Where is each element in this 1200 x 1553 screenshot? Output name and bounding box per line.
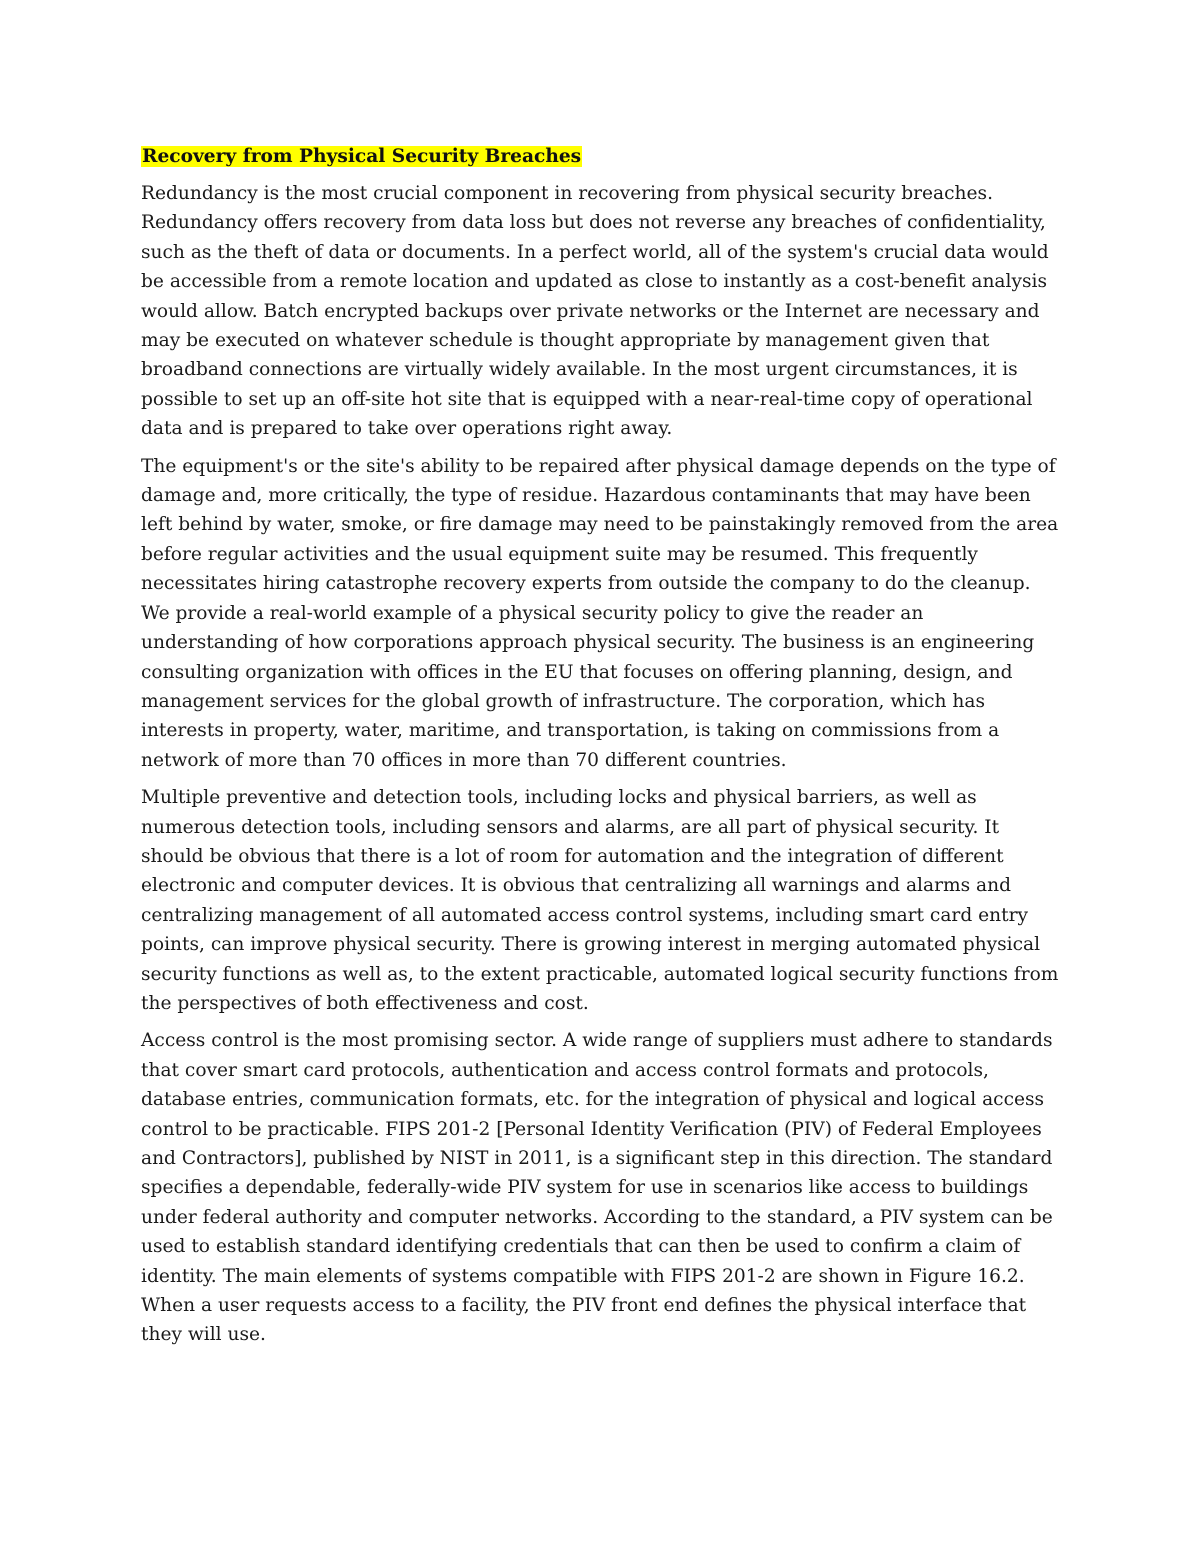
heading-line [141, 141, 1063, 173]
document-body [141, 141, 1063, 1358]
paragraph-automation: Multiple preventive and detection tools, including locks and physical barriers, as well as numerous detection tools, including sensors and alarms, are all part of physical security. It should be obvious that there is a lot of room for automation and the integration of different electronic and computer devices. It is obvious that centralizing all warnings and alarms and centralizing management of all automated access control systems, including smart card entry points, can improve physical security. There is growing interest in merging automated physical security functions as well as, to the extent practicable, automated logical security functions from the perspectives of both effectiveness and cost. [141, 787, 1059, 1014]
paragraph-redundancy: Redundancy is the most crucial component in recovering from physical security breaches. Redundancy offers recovery from data loss but does not reverse any breaches of confidentiality, such as the theft of data or documents. In a perfect world, all of the system's crucial data would be accessible from a remote location and updated as close to instantly as a cost-benefit analysis would allow. Batch encrypted backups over private networks or the Internet are necessary and may be executed on whatever schedule is thought appropriate by management given that broadband connections are virtually widely available. In the most urgent circumstances, it is possible to set up an off-site hot site that is equipped with a near-real-time copy of operational data and is prepared to take over operations right away. [141, 183, 1049, 440]
document-title: Recovery from Physical Security Breaches [142, 146, 582, 167]
paragraph-repair: The equipment's or the site's ability to be repaired after physical damage depends on the type of damage and, more critically, the type of residue. Hazardous contaminants that may have been left behind by water, smoke, or fire damage may need to be painstakingly removed from the area before regular activities and the usual equipment suite may be resumed. This frequently necessitates hiring catastrophe recovery experts from outside the company to do the cleanup. We provide a real-world example of a physical security policy to give the reader an understanding of how corporations approach physical security. The business is an engineering consulting organization with offices in the EU that focuses on offering planning, design, and management services for the global growth of infrastructure. The corporation, which has interests in property, water, maritime, and transportation, is taking on commissions from a network of more than 70 offices in more than 70 different countries. [141, 455, 1059, 771]
paragraph-access-control: Access control is the most promising sector. A wide range of suppliers must adhere to standards that cover smart card protocols, authentication and access control formats and protocols, database entries, communication formats, etc. for the integration of physical and logical access control to be practicable. FIPS 201-2 [Personal Identity Verification (PIV) of Federal Employees and Contractors], published by NIST in 2011, is a significant step in this direction. The standard specifies a dependable, federally-wide PIV system for use in scenarios like access to buildings under federal authority and computer networks. According to the standard, a PIV system can be used to establish standard identifying credentials that can then be used to confirm a claim of identity. The main elements of systems compatible with FIPS 201-2 are shown in Figure 16.2. When a user requests access to a facility, the PIV front end defines the physical interface that they will use. [141, 1030, 1053, 1346]
